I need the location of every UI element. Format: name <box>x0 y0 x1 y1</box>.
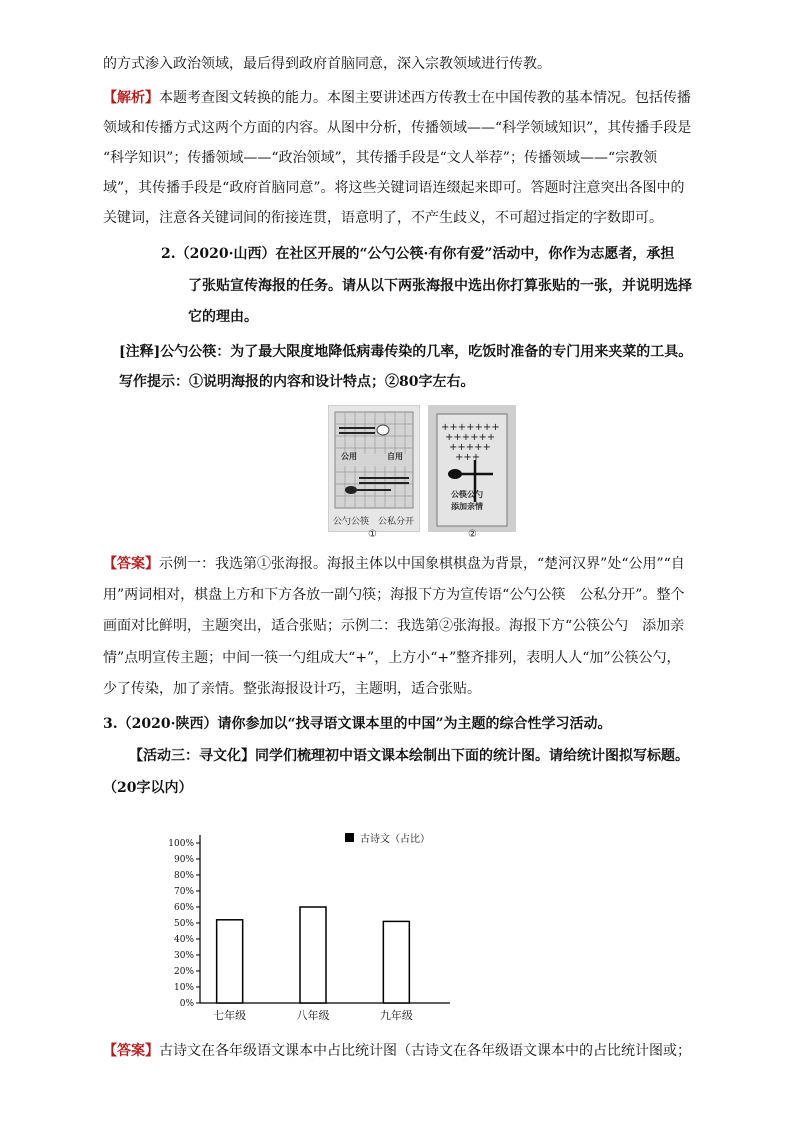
y-tick-label: 10% <box>173 983 194 993</box>
poster-2-slogan-top: 公筷公勺 <box>451 490 483 499</box>
y-tick-label: 80% <box>173 871 194 881</box>
answer-3-line <box>103 1041 691 1061</box>
y-tick-label: 0% <box>179 999 194 1009</box>
poster-1-left-word: 公用 <box>341 452 357 461</box>
spoon-chopstick-poster-graphic <box>429 406 515 531</box>
poster-1-caption: 公勺公筷 公私分开 <box>333 517 415 527</box>
question-3-line: 【活动三：寻文化】同学们梳理初中语文课本绘制出下面的统计图。请给统计图拟写标题。 <box>129 748 689 764</box>
answer-2-text: 示例一：我选第①张海报。海报主体以中国象棋棋盘为背景，“楚河汉界”处“公用”“自 <box>159 556 685 572</box>
x-tick-label: 七年级 <box>213 1009 247 1022</box>
x-tick-label: 九年级 <box>379 1009 413 1022</box>
y-tick-label: 60% <box>173 903 194 913</box>
poster-1-right-word: 自用 <box>387 452 403 461</box>
svg-text:+++: +++ <box>455 452 481 463</box>
paragraph-line: 的方式渗入政治领域，最后得到政府首脑同意，深入宗教领域进行传教。 <box>103 56 551 72</box>
analysis-line: “科学知识”；传播领域——“政治领域”，其传播手段是“文人举荐”；传播领域——“宗教领 <box>103 150 658 166</box>
svg-text:++++++: ++++++ <box>445 432 496 443</box>
answer-tag: 【 答案 】 <box>103 1043 159 1059</box>
question-3-line: 3.（2020·陕西）请你参加以“找寻语文课本里的中国”为主题的综合性学习活动。 <box>103 716 612 732</box>
analysis-line: 域”，其传播手段是“政府首脑同意”。将这些关键词语连缀起来即可。答题时注意突出各图中的 <box>103 180 685 196</box>
poster-1-number: ① <box>368 529 377 540</box>
y-tick-label: 90% <box>173 855 194 865</box>
svg-text:+++++++: +++++++ <box>441 422 500 433</box>
y-tick-label: 30% <box>173 951 194 961</box>
answer-2-line <box>103 554 685 574</box>
answer-2-line: 少了传染，加了亲情。整张海报设计巧，主题明，适合张贴。 <box>103 681 481 697</box>
question-2-note: [注释]公勺公筷：为了最大限度地降低病毒传染的几率，吃饭时准备的专门用来夹菜的工具。 <box>119 344 693 360</box>
analysis-line: 领域和传播方式这两个方面的内容。从图中分析，传播领域——“科学领域知识”，其传播手段是 <box>103 120 692 136</box>
bar <box>383 921 409 1003</box>
analysis-line: 关键词，注意各关键词间的衔接连贯，语意明了，不产生歧义，不可超过指定的字数即可。 <box>103 210 663 226</box>
y-tick-label: 40% <box>173 935 194 945</box>
svg-text:+++++: +++++ <box>449 442 491 453</box>
poster-2-number: ② <box>468 529 477 540</box>
answer-2-line: 情”点明宣传主题；中间一筷一勺组成大“+”，上方小“+”整齐排列，表明人人“加”公筷公勺， <box>103 650 681 666</box>
answer-tag: 【 答案 】 <box>103 556 159 572</box>
poster-2-image <box>428 405 516 532</box>
question-3-line: （20字以内） <box>103 780 193 796</box>
bar <box>300 907 326 1003</box>
question-2-line: 了张贴宣传海报的任务。请从以下两张海报中选出你打算张贴的一张，并说明选择 <box>188 278 692 294</box>
analysis-tag: 【 解析 】 <box>103 90 159 106</box>
y-tick-label: 20% <box>173 967 194 977</box>
bar-chart <box>150 815 490 1025</box>
question-2-line: 2.（2020·山西）在社区开展的“公勺公筷·有你有爱”活动中，你作为志愿者，承担 <box>161 246 675 262</box>
answer-2-line: 画面对比鲜明，主题突出，适合张贴；示例二：我选第②张海报。海报下方“公筷公勺 添加亲 <box>103 618 685 634</box>
poster-2-slogan-bottom: 添加亲情 <box>451 502 483 511</box>
answer-3-text: 古诗文在各年级语文课本中占比统计图（古诗文在各年级语文课本中的占比统计图或； <box>159 1043 691 1059</box>
y-tick-label: 50% <box>173 919 194 929</box>
question-2-line: 它的理由。 <box>188 309 258 325</box>
legend-swatch <box>345 833 354 842</box>
y-tick-label: 70% <box>173 887 194 897</box>
bar <box>217 920 243 1003</box>
poster-1-image <box>328 405 420 532</box>
analysis-line <box>103 88 691 108</box>
legend-label: 古诗文（占比） <box>360 834 430 845</box>
analysis-text: 本题考查图文转换的能力。本图主要讲述西方传教士在中国传教的基本情况。包括传播 <box>159 90 691 106</box>
chessboard-poster-graphic <box>329 406 419 531</box>
question-2-hint: 写作提示：①说明海报的内容和设计特点；②80字左右。 <box>119 374 475 390</box>
answer-2-line: 用”两词相对，棋盘上方和下方各放一副勺筷；海报下方为宣传语“公勺公筷 公私分开”。整个 <box>103 587 685 603</box>
y-tick-label: 100% <box>168 839 194 849</box>
x-tick-label: 八年级 <box>296 1009 330 1022</box>
